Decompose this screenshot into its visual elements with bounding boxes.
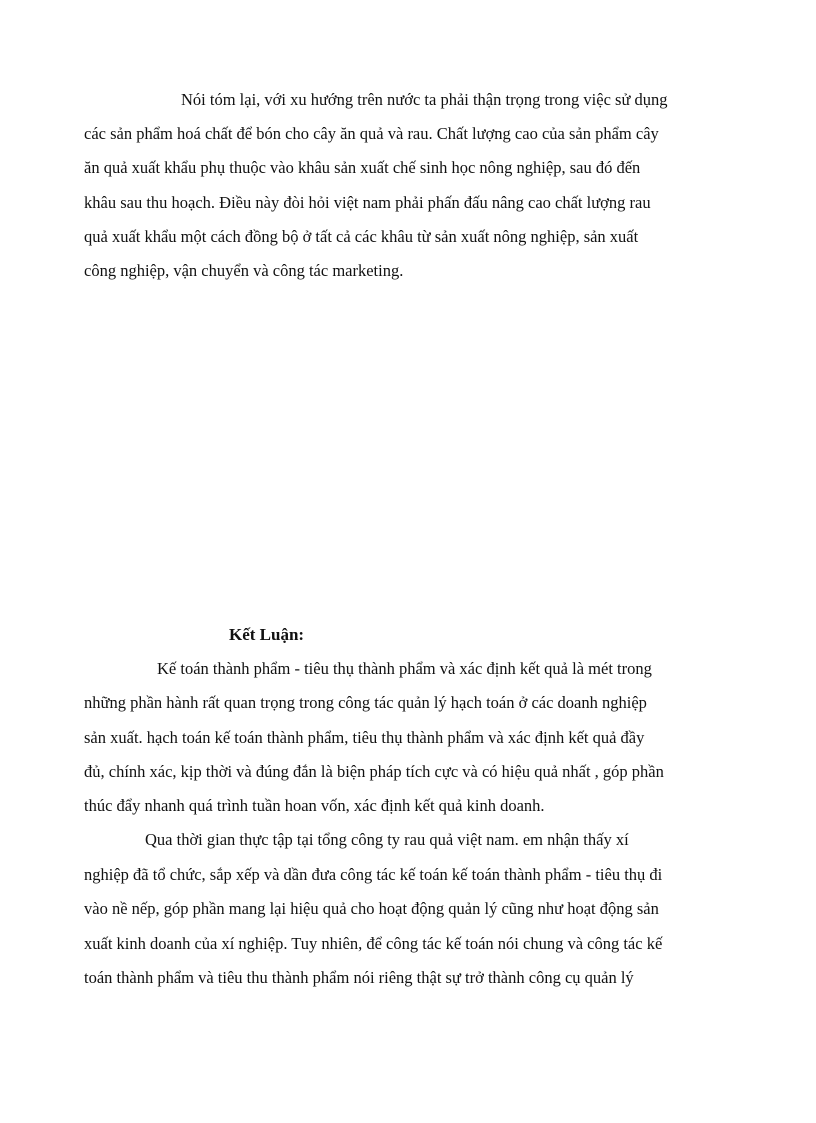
- section-heading: Kết Luận:: [229, 625, 305, 644]
- paragraph-line: những phần hành rất quan trọng trong công tác quản lý hạch toán ở các doanh nghiệp: [84, 693, 647, 712]
- paragraph-line: nghiệp đã tổ chức, sắp xếp và dần đưa công tác kế toán kế toán thành phẩm - tiêu thụ đi: [84, 865, 663, 884]
- paragraph-line: sản xuất. hạch toán kế toán thành phẩm, tiêu thụ thành phẩm và xác định kết quả đầy: [84, 728, 645, 747]
- paragraph-line: Qua thời gian thực tập tại tổng công ty rau quả việt nam. em nhận thấy xí: [145, 830, 629, 849]
- paragraph-line: công nghiệp, vận chuyển và công tác marketing.: [84, 261, 404, 280]
- paragraph-line: khâu sau thu hoạch. Điều này đòi hỏi việt nam phải phấn đấu nâng cao chất lượng rau: [84, 193, 651, 212]
- paragraph-line: vào nề nếp, góp phần mang lại hiệu quả cho hoạt động quản lý cũng như hoạt động sản: [84, 899, 659, 918]
- paragraph-line: Nói tóm lại, với xu hướng trên nước ta phải thận trọng trong việc sử dụng: [181, 90, 668, 109]
- paragraph-line: xuất kinh doanh của xí nghiệp. Tuy nhiên, để công tác kế toán nói chung và công tác kế: [84, 934, 663, 953]
- paragraph-line: Kế toán thành phẩm - tiêu thụ thành phẩm và xác định kết quả là mét trong: [157, 659, 652, 678]
- paragraph-line: các sản phẩm hoá chất để bón cho cây ăn quả và rau. Chất lượng cao của sản phẩm cây: [84, 124, 659, 143]
- paragraph-line: ăn quả xuất khẩu phụ thuộc vào khâu sản xuất chế sinh học nông nghiệp, sau đó đến: [84, 158, 641, 177]
- paragraph-line: đủ, chính xác, kịp thời và đúng đắn là biện pháp tích cực và có hiệu quả nhất , góp phần: [84, 762, 664, 781]
- paragraph-line: toán thành phẩm và tiêu thu thành phẩm nói riêng thật sự trở thành công cụ quản lý: [84, 968, 634, 987]
- paragraph-line: thúc đẩy nhanh quá trình tuần hoan vốn, xác định kết quả kinh doanh.: [84, 796, 545, 815]
- paragraph-line: quả xuất khẩu một cách đồng bộ ở tất cả các khâu từ sản xuất nông nghiệp, sản xuất: [84, 227, 639, 246]
